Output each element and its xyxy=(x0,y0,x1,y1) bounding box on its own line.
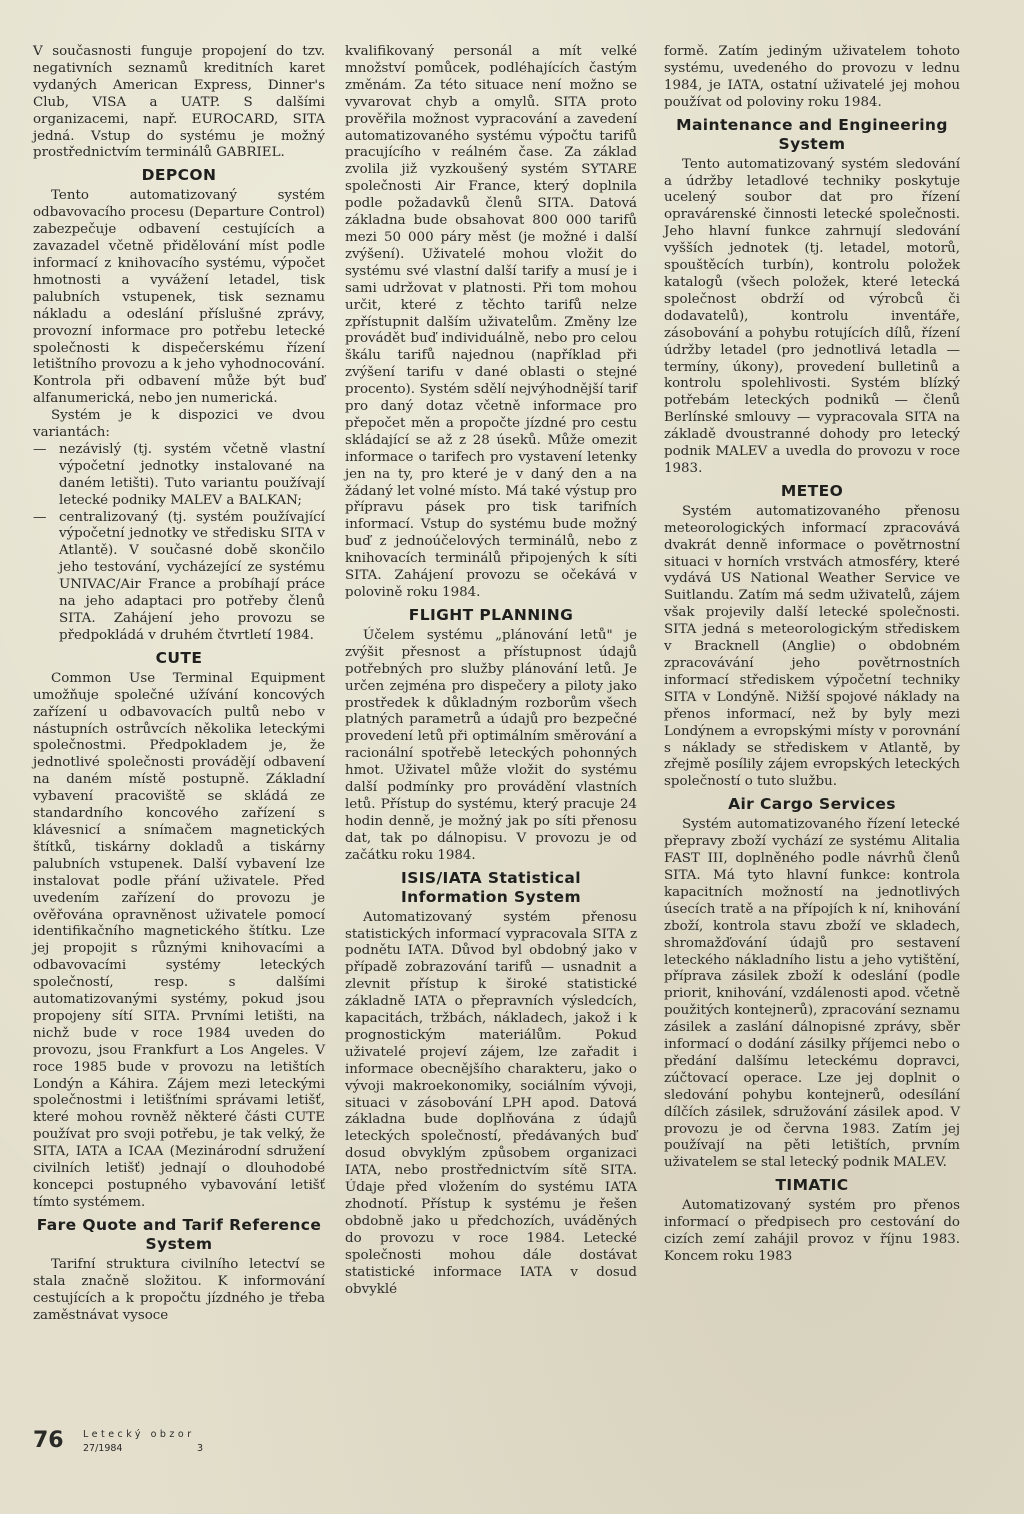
list-item-text: centralizovaný (tj. systém používající výpočetní jednotky ve středisku SITA v Atlantě). V současné době skončilo jeho testování, vycházející ze systému UNIVAC/Air France a probíhají práce na jeho adaptaci pro potřeby členů SITA. Zahájení jeho provozu se předpokládá v druhém čtvrtletí 1984. xyxy=(59,509,325,643)
list-item xyxy=(33,442,325,510)
column-left xyxy=(33,44,325,1324)
meteo-paragraph: Systém automatizovaného přenosu meteorologických informací zpracovává dvakrát denně informace o povětrnostní situaci v horních vrstvách atmosféry, které vydává US National Weather Service ve Suitlandu. Zatím má sedm uživatelů, zájem však projevily další letecké společnosti. SITA jedná s meteorologickým střediskem v Bracknell (Anglie) o obdobném zpracovávání jeho povětrnostních informací střediskem výpočetní techniky SITA v Londýně. Nižší spojové náklady na přenos informací, než by byly mezi Londýnem a evropskými místy v porovnání s náklady se střediskem v Atlantě, by zřejmě posílily zájem evropských leteckých společností o tuto službu. xyxy=(664,503,960,790)
dash-bullet: — xyxy=(33,441,47,457)
dash-bullet: — xyxy=(33,509,47,525)
maintenance-paragraph: Tento automatizovaný systém sledování a údržby letadlové techniky poskytuje ucelený soubor dat pro řízení opravárenské činnosti letecké společnosti. Jeho hlavní funkce zahrnují sledování vyšších jednotek (tj. letadel, motorů, spouštěcích turbín), kontrolu položek katalogů (všech položek, které letecká společnost obdrží od výrobců či dodavatelů), kontrolu inventáře, zásobování a pohybu rotujících dílů, řízení údržby letadel (pro jednotlivá letadla — termíny, úkony), provedení bulletinů a kontrolu spolehlivosti. Systém blízký potřebám leteckých podniků — členů Berlínské smlouvy — vypracovala SITA na základě dvoustranné dohody pro letecký podnik MALEV a uvedla do provozu v roce 1983. xyxy=(664,156,960,476)
section-heading-flight-planning: FLIGHT PLANNING xyxy=(408,605,574,624)
magazine-name: Letecký obzor xyxy=(83,1429,195,1440)
cute-paragraph: Common Use Terminal Equipment umožňuje společné užívání koncových zařízení u odbavovacích pultů nebo v nástupních ostrůvcích několika leteckými společnostmi. Předpokladem je, že jednotlivé společnosti provádějí odbavení na daném místě postupně. Základní vybavení pracoviště se skládá ze standardního koncového zařízení s klávesnicí a snímačem magnetických štítků, tiskárny dokladů a tiskárny palubních vstupenek. Další vybavení lze instalovat podle přání uživatele. Před uvedením zařízení do provozu je ověřována opravněnost uživatele pomocí identifikačního magnetického štítku. Lze jej propojit s různými knihovacími a odbavovacími systémy leteckých společností, resp. s dalšími automatizovanými systémy, pokud jsou propojeny sítí SITA. Prvními letišti, na nichž bude v roce 1984 uveden do provozu, jsou Frankfurt a Los Angeles. V roce 1985 bude v provozu na letištích Londýn a Káhira. Zájem mezi leteckými společnostmi i letišťními správami letišť, které mohou rovněž některé části CUTE používat pro svoji potřebu, je tak velký, že SITA, IATA a ICAA (Mezinárodní sdružení civilních letišť) jednají o dlouhodobé koncepci postupného vybavování letišť tímto systémem. xyxy=(33,670,325,1210)
section-heading-meteo: METEO xyxy=(780,481,844,500)
column-right xyxy=(664,44,960,1266)
list-item xyxy=(33,510,325,645)
list-item-text: nezávislý (tj. systém včetně vlastní výpočetní jednotky instalované na daném letišti). Tuto variantu používají letecké podniky MALEV a BALKAN; xyxy=(59,441,325,508)
depcon-paragraph: Tento automatizovaný systém odbavovacího procesu (Departure Control) zabezpečuje odbavení cestujících a zavazadel včetně přidělování míst podle informací z knihovacího systému, výpočet hmotnosti a vyvážení letadel, tisk palubních vstupenek, tisk seznamu nákladu a odeslání příslušné zprávy, provozní informace pro potřebu letecké společnosti k dispečerskému řízení letištního provozu a k jeho vyhodnocování. Kontrola při odbavení může být buď alfanumerická, nebo jen numerická. xyxy=(33,188,325,407)
column-middle xyxy=(345,44,637,1298)
depcon-paragraph-variants: Systém je k dispozici ve dvou variantách: xyxy=(33,408,325,441)
isis-paragraph: Automatizovaný systém přenosu statistických informací vypracovala SITA z podnětu IATA. Důvod byl obdobný jako v případě zobrazování tarifů — usnadnit a zlevnit přístup k široké statistické základně IATA o přepravních výsledcích, kapacitách, tržbách, nákladech, jakož i k prognostickým materiálům. Pokud uživatelé projeví zájem, lze zařadit i informace obecnějšího charakteru, jako o vývoji makroekonomiky, sociálním vývoji, situaci v zásobování LPH apod. Datová základna bude doplňována z údajů leteckých společností, předávaných buď dosud obvyklým způsobem organizaci IATA, nebo prostřednictvím sítě SITA. Údaje před vložením do systému IATA zhodnotí. Přístup k systému je řešen obdobně jako u předchozích, uváděných do provozu v roce 1984. Letecké společnosti mohou dále dostávat statistické informace IATA v dosud obvyklé xyxy=(345,909,637,1297)
isis-paragraph-continued: formě. Zatím jediným uživatelem tohoto systému, uvedeného do provozu v lednu 1984, je IATA, ostatní uživatelé jej mohou používat od poloviny roku 1984. xyxy=(664,44,960,110)
sheet-number: 3 xyxy=(197,1443,204,1454)
flight-planning-paragraph: Účelem systému „plánování letů" je zvýšit přesnost a přístupnost údajů potřebných pro služby plánování letů. Je určen zejména pro dispečery a piloty jako prostředek k důkladným rozborům všech platných parametrů a údajů pro bezpečné provedení letů při optimálním směrování a racionální spotřebě leteckých pohonných hmot. Uživatel může vložit do systému další podmínky pro provádění vlastních letů. Přístup do systému, který pracuje 24 hodin denně, je možný jak po síti přenosu dat, tak po dálnopisu. V provozu je od začátku roku 1984. xyxy=(345,627,637,863)
section-heading-isis: ISIS/IATA Statistical Information System xyxy=(400,868,582,906)
timatic-paragraph: Automatizovaný systém pro přenos informací o předpisech pro cestování do cizích zemí zahájil provoz v říjnu 1983. Koncem roku 1983 xyxy=(664,1198,960,1264)
section-heading-timatic: TIMATIC xyxy=(775,1176,849,1195)
fare-paragraph: Tarifní struktura civilního letectví se stala značně složitou. K informování cestujících a k propočtu jízdného je třeba zaměstnávat vysoce xyxy=(33,1256,325,1323)
section-heading-air-cargo: Air Cargo Services xyxy=(728,795,896,814)
section-heading-cute: CUTE xyxy=(155,648,203,667)
depcon-variant-list xyxy=(33,442,325,645)
section-heading-fare-quote: Fare Quote and Tarif Reference System xyxy=(36,1215,322,1253)
section-heading-maintenance: Maintenance and Engineering System xyxy=(676,115,948,153)
intro-paragraph: V současnosti funguje propojení do tzv. negativních seznamů kreditních karet vydaných American Express, Dinner's Club, VISA a UATP. S dalšími organizacemi, např. EUROCARD, SITA jedná. Vstup do systému je možný prostřednictvím terminálů GABRIEL. xyxy=(33,44,325,161)
section-heading-depcon: DEPCON xyxy=(141,166,217,185)
fare-paragraph-continued: kvalifikovaný personál a mít velké množství pomůcek, podléhajících častým změnám. Za této situace není možno se vyvarovat chyb a omylů. SITA proto prověřila možnost vypracování a zavedení automatizovaného systému výpočtu tarifů pracujícího v reálném čase. Za základ zvolila již vyzkoušený systém SYTARE společnosti Air France, který doplnila podle požadavků členů SITA. Datová základna bude obsahovat 800 000 tarifů mezi 50 000 páry měst (je možné i další zvýšení). Uživatelé mohou vložit do systému své vlastní další tarify a musí je i sami udržovat v platnosti. Při tom mohou určit, které z těchto tarifů nelze zpřístupnit dalším uživatelům. Změny lze provádět buď individuálně, nebo pro celou škálu tarifů najednou (například při zvýšení tarifu v dané oblasti o stejné procento). Systém sdělí nejvýhodnější tarif pro daný dotaz včetně informace pro přepočet měn a propočte jízdné pro cestu skládající se až z 28 úseků. Může omezit informace o tarifech pro vystavení letenky jen na ty, pro které je v daný den a na žádaný let volné místo. Má také výstup pro přípravu pásek pro tisk tarifních informací. Vstup do systému bude možný buď z jednoúčelových terminálů, nebo z knihovacích terminálů připojených k síti SITA. Zahájení provozu se očekává v polovině roku 1984. xyxy=(345,44,637,600)
issue-number: 27/1984 xyxy=(83,1443,123,1454)
air-cargo-paragraph: Systém automatizovaného řízení letecké přepravy zboží vychází ze systému Alitalia FAST III, doplněného podle návrhů členů SITA. Má tyto hlavní funkce: kontrola kapacitních možností na jednotlivých úsecích tratě a na přípojích k ní, knihování zboží, kontrola stavu zboží ve skladech, shromažďování údajů pro sestavení leteckého nákladního listu a jeho vytištění, příprava zásilek zboží k odeslání (podle priorit, knihování, vzdálenosti apod. včetně použitých kontejnerů), zpracování seznamu zásilek a zaslání dálnopisné zprávy, sběr informací o dodání zásilky příjemci nebo o předání dalšímu leteckému dopravci, zúčtovací operace. Lze jej doplnit o sledování pohybu kontejnerů, odesílání dílčích zásilek, sdružování zásilek apod. V provozu je od června 1983. Zatím jej používají na pěti letištích, prvním uživatelem se stal letecký podnik MALEV. xyxy=(664,817,960,1171)
page-number: 76 xyxy=(33,1428,64,1453)
